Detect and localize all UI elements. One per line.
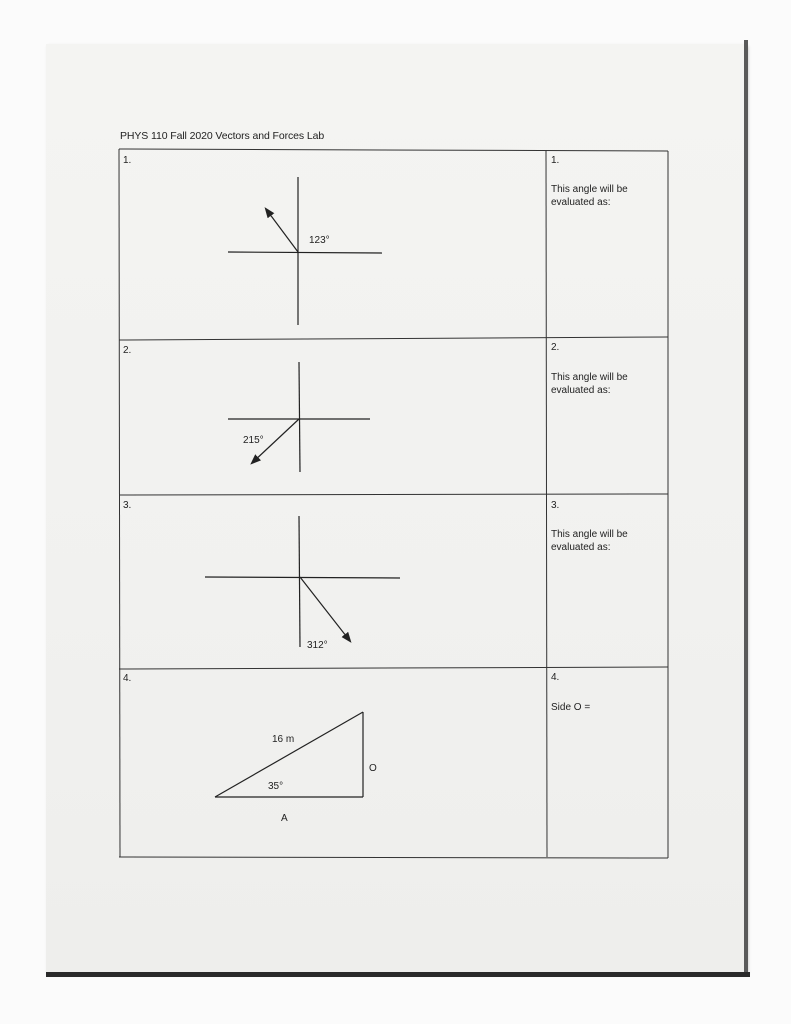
problem-3-diagram [205, 516, 400, 647]
problem-3-vector-arrow [300, 577, 350, 641]
problem-1-x-axis [228, 252, 382, 253]
answer-2-prompt [551, 371, 661, 397]
problem-4-adjacent-label: A [281, 813, 288, 824]
answer-2-number: 2. [551, 342, 560, 353]
problem-1-number: 1. [123, 155, 132, 166]
problem-table [119, 149, 668, 858]
problem-2-diagram [228, 362, 370, 472]
answer-1-prompt-line2: evaluated as: [551, 197, 611, 208]
problem-4-angle-label: 35° [268, 781, 284, 792]
table-border-bottom [119, 857, 668, 858]
answer-3-prompt-line2: evaluated as: [551, 542, 611, 553]
answer-3-prompt [551, 528, 661, 554]
table-column-divider [546, 150, 547, 857]
problem-1-vector-arrow [266, 209, 298, 252]
problem-4-number: 4. [123, 673, 132, 684]
problem-4-hypotenuse-label: 16 m [272, 734, 295, 745]
problem-3-y-axis [299, 516, 300, 647]
triangle-hypotenuse [215, 712, 363, 797]
problem-1-diagram [228, 177, 382, 325]
problem-3-number: 3. [123, 500, 132, 511]
answer-1-prompt [551, 183, 661, 209]
problem-2-angle-label: 215° [243, 435, 264, 446]
table-border-left [119, 149, 120, 857]
table-row-divider-3 [119, 667, 668, 669]
problem-3-angle-label: 312° [307, 640, 328, 651]
answer-1-number: 1. [551, 155, 560, 166]
problem-3-x-axis [205, 577, 400, 578]
table-row-divider-1 [119, 337, 668, 340]
answer-3-prompt-line1: This angle will be [551, 529, 628, 540]
answer-2-prompt-line1: This angle will be [551, 372, 628, 383]
problem-4-triangle [215, 712, 363, 797]
document-title: PHYS 110 Fall 2020 Vectors and Forces Lab [120, 130, 325, 142]
answer-4-number: 4. [551, 672, 560, 683]
answer-3-number: 3. [551, 500, 560, 511]
answer-2-prompt-line2: evaluated as: [551, 385, 611, 396]
table-border-top [119, 149, 668, 151]
answer-1-prompt-line1: This angle will be [551, 184, 628, 195]
table-row-divider-2 [119, 494, 668, 495]
answer-4-prompt: Side O = [551, 702, 591, 713]
problem-2-y-axis [299, 362, 300, 472]
problem-1-angle-label: 123° [309, 235, 330, 246]
problem-2-number: 2. [123, 345, 132, 356]
problem-4-opposite-label: O [369, 763, 377, 774]
